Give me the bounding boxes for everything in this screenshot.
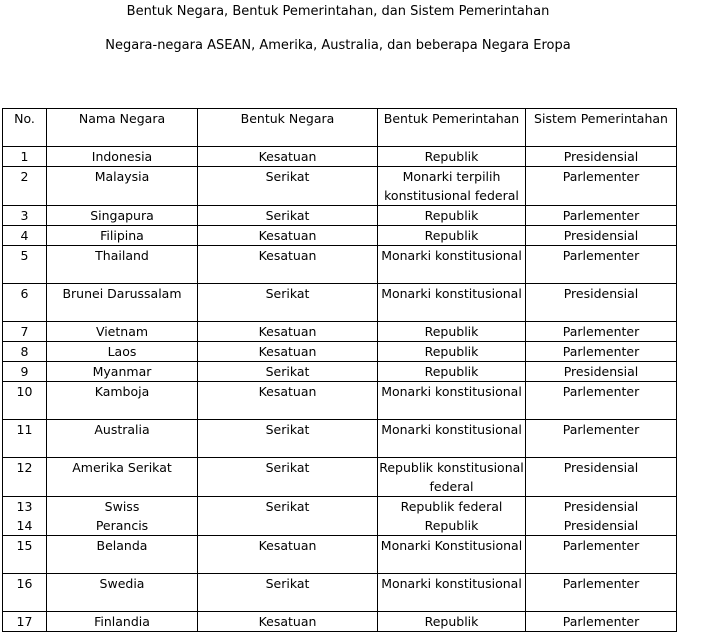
cell-nama-negara — [47, 420, 198, 458]
cell-no-text: 13 — [16, 499, 33, 514]
table-row — [3, 342, 677, 362]
cell-nama-negara-text: Swedia — [99, 576, 145, 591]
cell-nama-negara — [47, 612, 198, 632]
cell-no-text: 17 — [16, 614, 33, 629]
cell-nama-negara-text: Australia — [94, 422, 150, 437]
table-row — [3, 362, 677, 382]
cell-bentuk-pemerintahan-text: Monarki konstitusional — [381, 422, 522, 437]
cell-bentuk-pemerintahan — [378, 226, 526, 246]
table-row — [3, 322, 677, 342]
cell-nama-negara-text: Brunei Darussalam — [62, 286, 182, 301]
cell-no-text: 10 — [16, 384, 33, 399]
cell-sistem-pemerintahan — [526, 382, 677, 420]
cell-bentuk-negara-text: Kesatuan — [258, 384, 317, 399]
cell-bentuk-negara-text: Kesatuan — [258, 614, 317, 629]
table-body — [3, 147, 677, 632]
cell-bentuk-pemerintahan — [378, 246, 526, 284]
cell-bentuk-negara-text: Kesatuan — [258, 149, 317, 164]
cell-nama-negara-text-secondary: Perancis — [95, 518, 149, 533]
cell-bentuk-pemerintahan — [378, 612, 526, 632]
cell-bentuk-pemerintahan-text: Republik — [424, 228, 479, 243]
country-table — [2, 108, 677, 632]
cell-nama-negara — [47, 246, 198, 284]
cell-bentuk-pemerintahan-text: Republik federal — [400, 499, 503, 514]
cell-sistem-pemerintahan-text: Presidensial — [563, 286, 639, 301]
cell-sistem-pemerintahan — [526, 342, 677, 362]
cell-bentuk-pemerintahan-text: Republik — [424, 614, 479, 629]
cell-nama-negara — [47, 362, 198, 382]
cell-sistem-pemerintahan-text: Parlementer — [562, 324, 640, 339]
cell-bentuk-pemerintahan — [378, 497, 526, 536]
cell-no-text-secondary: 14 — [16, 518, 33, 533]
table-row — [3, 458, 677, 497]
cell-bentuk-negara — [198, 362, 378, 382]
cell-sistem-pemerintahan — [526, 497, 677, 536]
cell-bentuk-pemerintahan-text: Republik — [424, 364, 479, 379]
cell-bentuk-pemerintahan — [378, 206, 526, 226]
cell-sistem-pemerintahan-text: Presidensial — [563, 499, 639, 514]
cell-sistem-pemerintahan-text: Parlementer — [562, 538, 640, 553]
cell-bentuk-negara-text: Kesatuan — [258, 344, 317, 359]
cell-no-text: 9 — [20, 364, 29, 379]
cell-bentuk-pemerintahan — [378, 458, 526, 497]
cell-no-text: 7 — [20, 324, 29, 339]
cell-no — [3, 342, 47, 362]
cell-bentuk-pemerintahan-text: Monarki Konstitusional — [380, 538, 523, 553]
cell-bentuk-negara-text: Serikat — [265, 286, 310, 301]
cell-nama-negara-text: Laos — [107, 344, 137, 359]
cell-sistem-pemerintahan — [526, 322, 677, 342]
cell-bentuk-pemerintahan-text: Republik — [424, 208, 479, 223]
cell-bentuk-negara — [198, 206, 378, 226]
table-row — [3, 382, 677, 420]
cell-bentuk-pemerintahan — [378, 342, 526, 362]
cell-no-text: 11 — [16, 422, 33, 437]
cell-bentuk-negara-text: Serikat — [265, 169, 310, 184]
cell-sistem-pemerintahan-text: Presidensial — [563, 460, 639, 475]
cell-bentuk-negara — [198, 497, 378, 536]
cell-nama-negara — [47, 322, 198, 342]
cell-no-text: 4 — [20, 228, 29, 243]
cell-bentuk-negara — [198, 458, 378, 497]
cell-sistem-pemerintahan-text-secondary: Presidensial — [563, 518, 639, 533]
table-header-row — [3, 109, 677, 147]
cell-sistem-pemerintahan-text: Parlementer — [562, 614, 640, 629]
table-row — [3, 167, 677, 206]
cell-no — [3, 362, 47, 382]
cell-no — [3, 167, 47, 206]
cell-bentuk-pemerintahan-text: Monarki konstitusional — [381, 384, 522, 399]
cell-sistem-pemerintahan — [526, 574, 677, 612]
header-sistem-pemerintahan — [526, 109, 677, 147]
cell-bentuk-pemerintahan-text: Republik — [424, 324, 479, 339]
cell-bentuk-pemerintahan-text: Republik — [424, 149, 479, 164]
cell-bentuk-pemerintahan-text: Republik — [424, 344, 479, 359]
cell-nama-negara — [47, 167, 198, 206]
cell-no — [3, 536, 47, 574]
cell-bentuk-negara — [198, 382, 378, 420]
cell-nama-negara — [47, 574, 198, 612]
cell-bentuk-pemerintahan — [378, 167, 526, 206]
cell-bentuk-negara — [198, 574, 378, 612]
cell-bentuk-negara-text: Serikat — [265, 422, 310, 437]
table-row — [3, 612, 677, 632]
cell-no — [3, 458, 47, 497]
cell-no-text: 8 — [20, 344, 29, 359]
cell-no-text: 1 — [20, 149, 29, 164]
cell-no-text: 5 — [20, 248, 29, 263]
cell-bentuk-negara — [198, 246, 378, 284]
cell-bentuk-pemerintahan — [378, 284, 526, 322]
cell-nama-negara-text: Amerika Serikat — [72, 460, 172, 475]
cell-no — [3, 420, 47, 458]
cell-no — [3, 574, 47, 612]
cell-bentuk-pemerintahan — [378, 574, 526, 612]
cell-bentuk-negara — [198, 322, 378, 342]
cell-bentuk-pemerintahan-text-secondary: Republik — [424, 518, 479, 533]
cell-no — [3, 284, 47, 322]
table-row — [3, 246, 677, 284]
cell-no-text: 6 — [20, 286, 29, 301]
header-nama-negara: Nama Negara — [47, 109, 198, 147]
cell-bentuk-negara-text: Serikat — [265, 208, 310, 223]
table-row — [3, 284, 677, 322]
cell-bentuk-negara — [198, 536, 378, 574]
header-no: No. — [3, 109, 47, 147]
cell-sistem-pemerintahan-text: Parlementer — [562, 384, 640, 399]
cell-sistem-pemerintahan — [526, 167, 677, 206]
cell-bentuk-pemerintahan — [378, 382, 526, 420]
cell-no — [3, 497, 47, 536]
cell-no-text: 15 — [16, 538, 33, 553]
cell-sistem-pemerintahan — [526, 284, 677, 322]
cell-nama-negara — [47, 497, 198, 536]
cell-no — [3, 246, 47, 284]
cell-bentuk-pemerintahan-text: Monarki terpilih konstitusional federal — [384, 169, 519, 203]
cell-nama-negara-text: Finlandia — [94, 614, 150, 629]
cell-nama-negara-text: Malaysia — [94, 169, 150, 184]
cell-bentuk-negara-text: Kesatuan — [258, 538, 317, 553]
cell-no — [3, 612, 47, 632]
cell-bentuk-negara — [198, 420, 378, 458]
cell-nama-negara-text: Vietnam — [95, 324, 149, 339]
cell-bentuk-pemerintahan — [378, 362, 526, 382]
cell-sistem-pemerintahan-text: Presidensial — [563, 364, 639, 379]
cell-nama-negara-text: Filipina — [100, 228, 144, 243]
cell-nama-negara — [47, 284, 198, 322]
cell-sistem-pemerintahan — [526, 420, 677, 458]
cell-sistem-pemerintahan — [526, 536, 677, 574]
cell-sistem-pemerintahan-text: Parlementer — [562, 248, 640, 263]
cell-bentuk-pemerintahan — [378, 536, 526, 574]
cell-nama-negara — [47, 536, 198, 574]
table-row — [3, 574, 677, 612]
cell-sistem-pemerintahan — [526, 147, 677, 167]
cell-no — [3, 226, 47, 246]
cell-bentuk-pemerintahan — [378, 322, 526, 342]
cell-no-text: 3 — [20, 208, 29, 223]
cell-nama-negara-text: Indonesia — [91, 149, 153, 164]
cell-nama-negara-text: Belanda — [96, 538, 148, 553]
cell-nama-negara-text: Swiss — [104, 499, 140, 514]
cell-nama-negara-text: Myanmar — [92, 364, 152, 379]
document-subtitle: Negara-negara ASEAN, Amerika, Australia, dan beberapa Negara Eropa — [105, 38, 571, 53]
header-sistem-pemerintahan-label: Sistem Pemerintahan — [534, 111, 668, 126]
cell-sistem-pemerintahan-text: Parlementer — [562, 576, 640, 591]
header-bentuk-pemerintahan — [378, 109, 526, 147]
cell-bentuk-negara — [198, 284, 378, 322]
cell-bentuk-pemerintahan-text: Monarki konstitusional — [381, 248, 522, 263]
cell-bentuk-negara — [198, 167, 378, 206]
cell-sistem-pemerintahan — [526, 206, 677, 226]
cell-sistem-pemerintahan-text: Parlementer — [562, 208, 640, 223]
cell-bentuk-negara-text: Serikat — [265, 364, 310, 379]
cell-sistem-pemerintahan — [526, 458, 677, 497]
document-title: Bentuk Negara, Bentuk Pemerintahan, dan Sistem Pemerintahan — [126, 4, 550, 19]
cell-nama-negara — [47, 458, 198, 497]
cell-sistem-pemerintahan — [526, 612, 677, 632]
cell-sistem-pemerintahan — [526, 226, 677, 246]
cell-bentuk-negara-text: Serikat — [265, 499, 310, 514]
cell-nama-negara-text: Thailand — [95, 248, 149, 263]
cell-no — [3, 382, 47, 420]
cell-bentuk-negara-text: Kesatuan — [258, 228, 317, 243]
cell-bentuk-pemerintahan-text: Monarki konstitusional — [381, 286, 522, 301]
cell-bentuk-pemerintahan-text: Monarki konstitusional — [381, 576, 522, 591]
cell-bentuk-pemerintahan-text: Republik konstitusional federal — [379, 460, 524, 494]
table-row — [3, 147, 677, 167]
cell-bentuk-negara-text: Kesatuan — [258, 324, 317, 339]
cell-nama-negara — [47, 147, 198, 167]
cell-bentuk-pemerintahan — [378, 147, 526, 167]
cell-sistem-pemerintahan-text: Parlementer — [562, 344, 640, 359]
header-bentuk-negara: Bentuk Negara — [198, 109, 378, 147]
cell-nama-negara-text: Kamboja — [94, 384, 150, 399]
cell-no-text: 16 — [16, 576, 33, 591]
cell-bentuk-negara — [198, 226, 378, 246]
cell-nama-negara-text: Singapura — [90, 208, 154, 223]
cell-sistem-pemerintahan-text: Parlementer — [562, 422, 640, 437]
cell-sistem-pemerintahan — [526, 246, 677, 284]
table-row — [3, 536, 677, 574]
table-row — [3, 206, 677, 226]
cell-no — [3, 322, 47, 342]
cell-nama-negara — [47, 226, 198, 246]
header-bentuk-pemerintahan-label: Bentuk Pemerintahan — [383, 111, 520, 126]
cell-nama-negara — [47, 342, 198, 362]
cell-no — [3, 206, 47, 226]
cell-nama-negara — [47, 206, 198, 226]
cell-sistem-pemerintahan-text: Parlementer — [562, 169, 640, 184]
cell-no-text: 2 — [20, 169, 29, 184]
cell-sistem-pemerintahan-text: Presidensial — [563, 228, 639, 243]
cell-bentuk-negara-text: Kesatuan — [258, 248, 317, 263]
cell-bentuk-negara-text: Serikat — [265, 576, 310, 591]
cell-sistem-pemerintahan — [526, 362, 677, 382]
cell-no-text: 12 — [16, 460, 33, 475]
table-row — [3, 420, 677, 458]
table-row — [3, 497, 677, 536]
cell-bentuk-pemerintahan — [378, 420, 526, 458]
cell-bentuk-negara — [198, 612, 378, 632]
cell-bentuk-negara-text: Serikat — [265, 460, 310, 475]
cell-nama-negara — [47, 382, 198, 420]
cell-no — [3, 147, 47, 167]
cell-sistem-pemerintahan-text: Presidensial — [563, 149, 639, 164]
cell-bentuk-negara — [198, 342, 378, 362]
cell-bentuk-negara — [198, 147, 378, 167]
table-row — [3, 226, 677, 246]
